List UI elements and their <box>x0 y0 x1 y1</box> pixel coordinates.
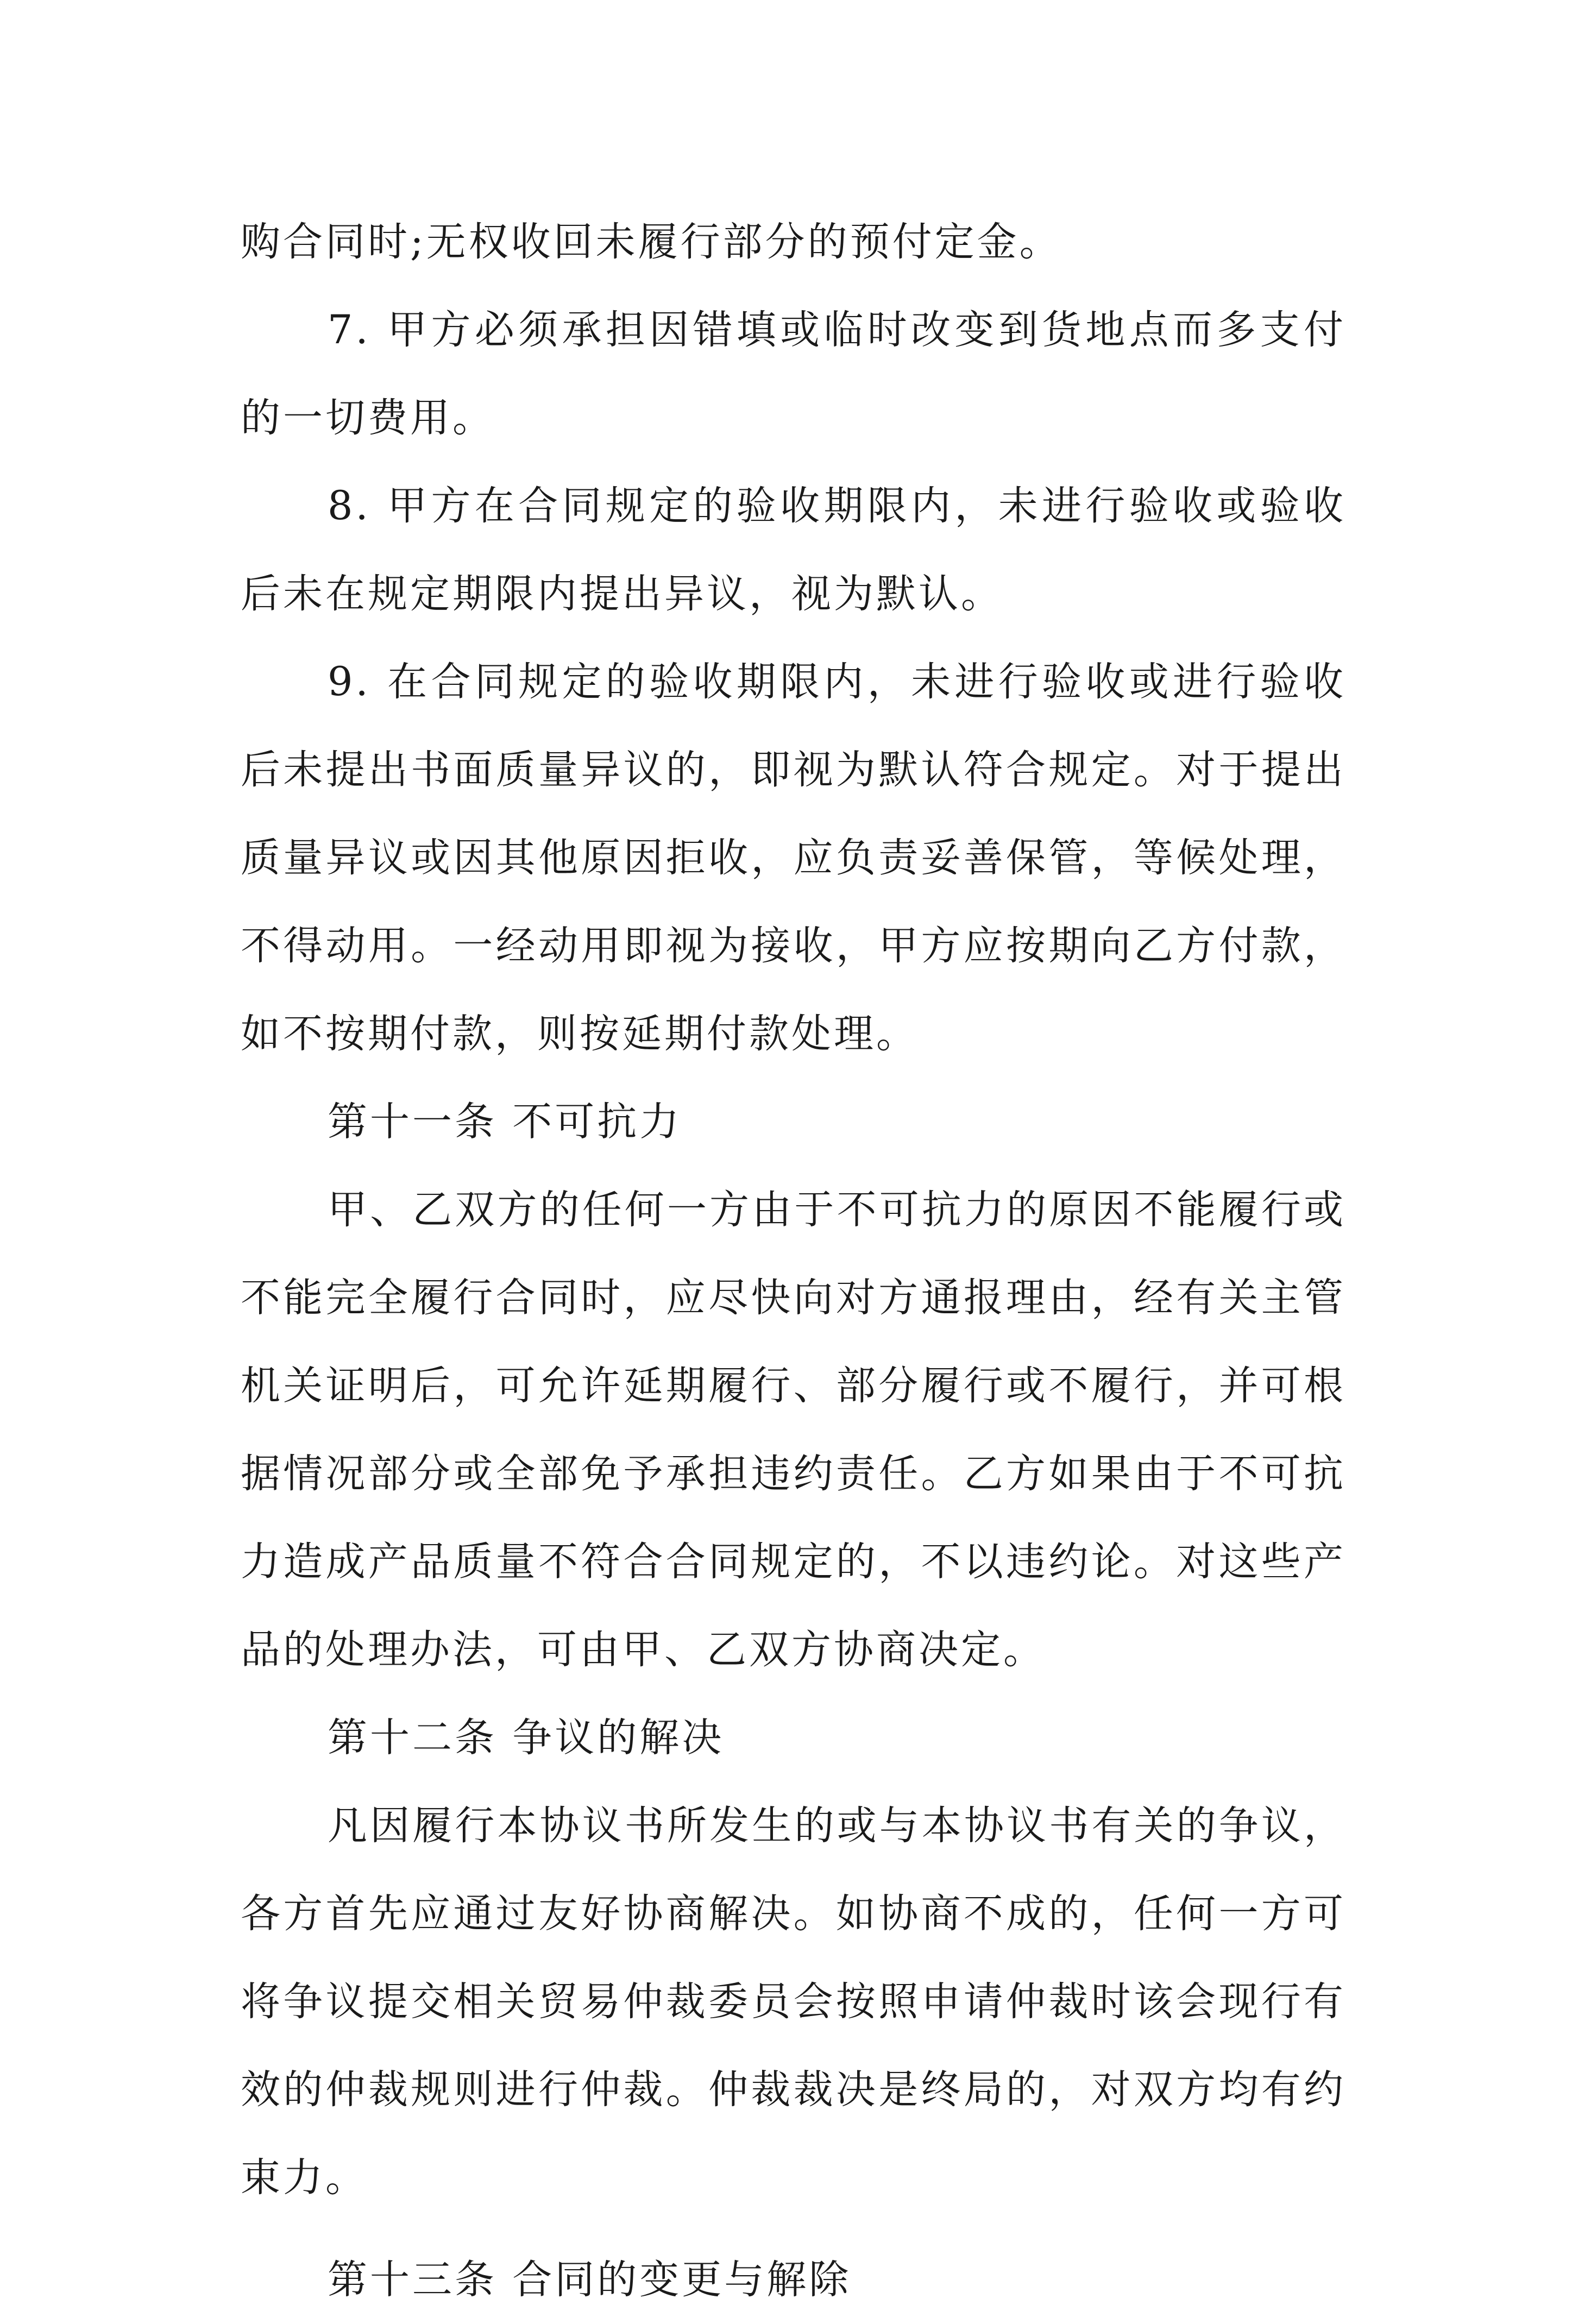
paragraph-clause-7: 7. 甲方必须承担因错填或临时改变到货地点而多支付的一切费用。 <box>241 307 1346 441</box>
paragraph-clause-8: 8. 甲方在合同规定的验收期限内，未进行验收或验收后未在规定期限内提出异议，视为默认。 <box>241 483 1346 617</box>
article-11-body: 甲、乙双方的任何一方由于不可抗力的原因不能履行或不能完全履行合同时，应尽快向对方通报理由，经有关主管机关证明后，可允许延期履行、部分履行或不履行，并可根据情况部分或全部免予承担违约责任。乙方如果由于不可抗力造成产品质量不符合合同规定的，不以违约论。对这些产品的处理办法，可由甲、乙双方协商决定。 <box>241 1187 1346 1673</box>
paragraph-clause-9: 9. 在合同规定的验收期限内，未进行验收或进行验收后未提出书面质量异议的，即视为默认符合规定。对于提出质量异议或因其他原因拒收，应负责妥善保管，等候处理，不得动用。一经动用即视为接收，甲方应按期向乙方付款，如不按期付款，则按延期付款处理。 <box>241 659 1346 1057</box>
article-13-heading: 第十三条 合同的变更与解除 <box>328 2257 852 2303</box>
contract-body-text <box>241 198 1346 2324</box>
article-12-heading: 第十二条 争议的解决 <box>328 1715 725 1761</box>
article-11-heading: 第十一条 不可抗力 <box>328 1099 682 1145</box>
paragraph-continued: 购合同时;无权收回未履行部分的预付定金。 <box>241 219 1062 265</box>
article-12-body: 凡因履行本协议书所发生的或与本协议书有关的争议，各方首先应通过友好协商解决。如协商不成的，任何一方可将争议提交相关贸易仲裁委员会按照申请仲裁时该会现行有效的仲裁规则进行仲裁。仲裁裁决是终局的，对双方均有约束力。 <box>241 1803 1346 2201</box>
